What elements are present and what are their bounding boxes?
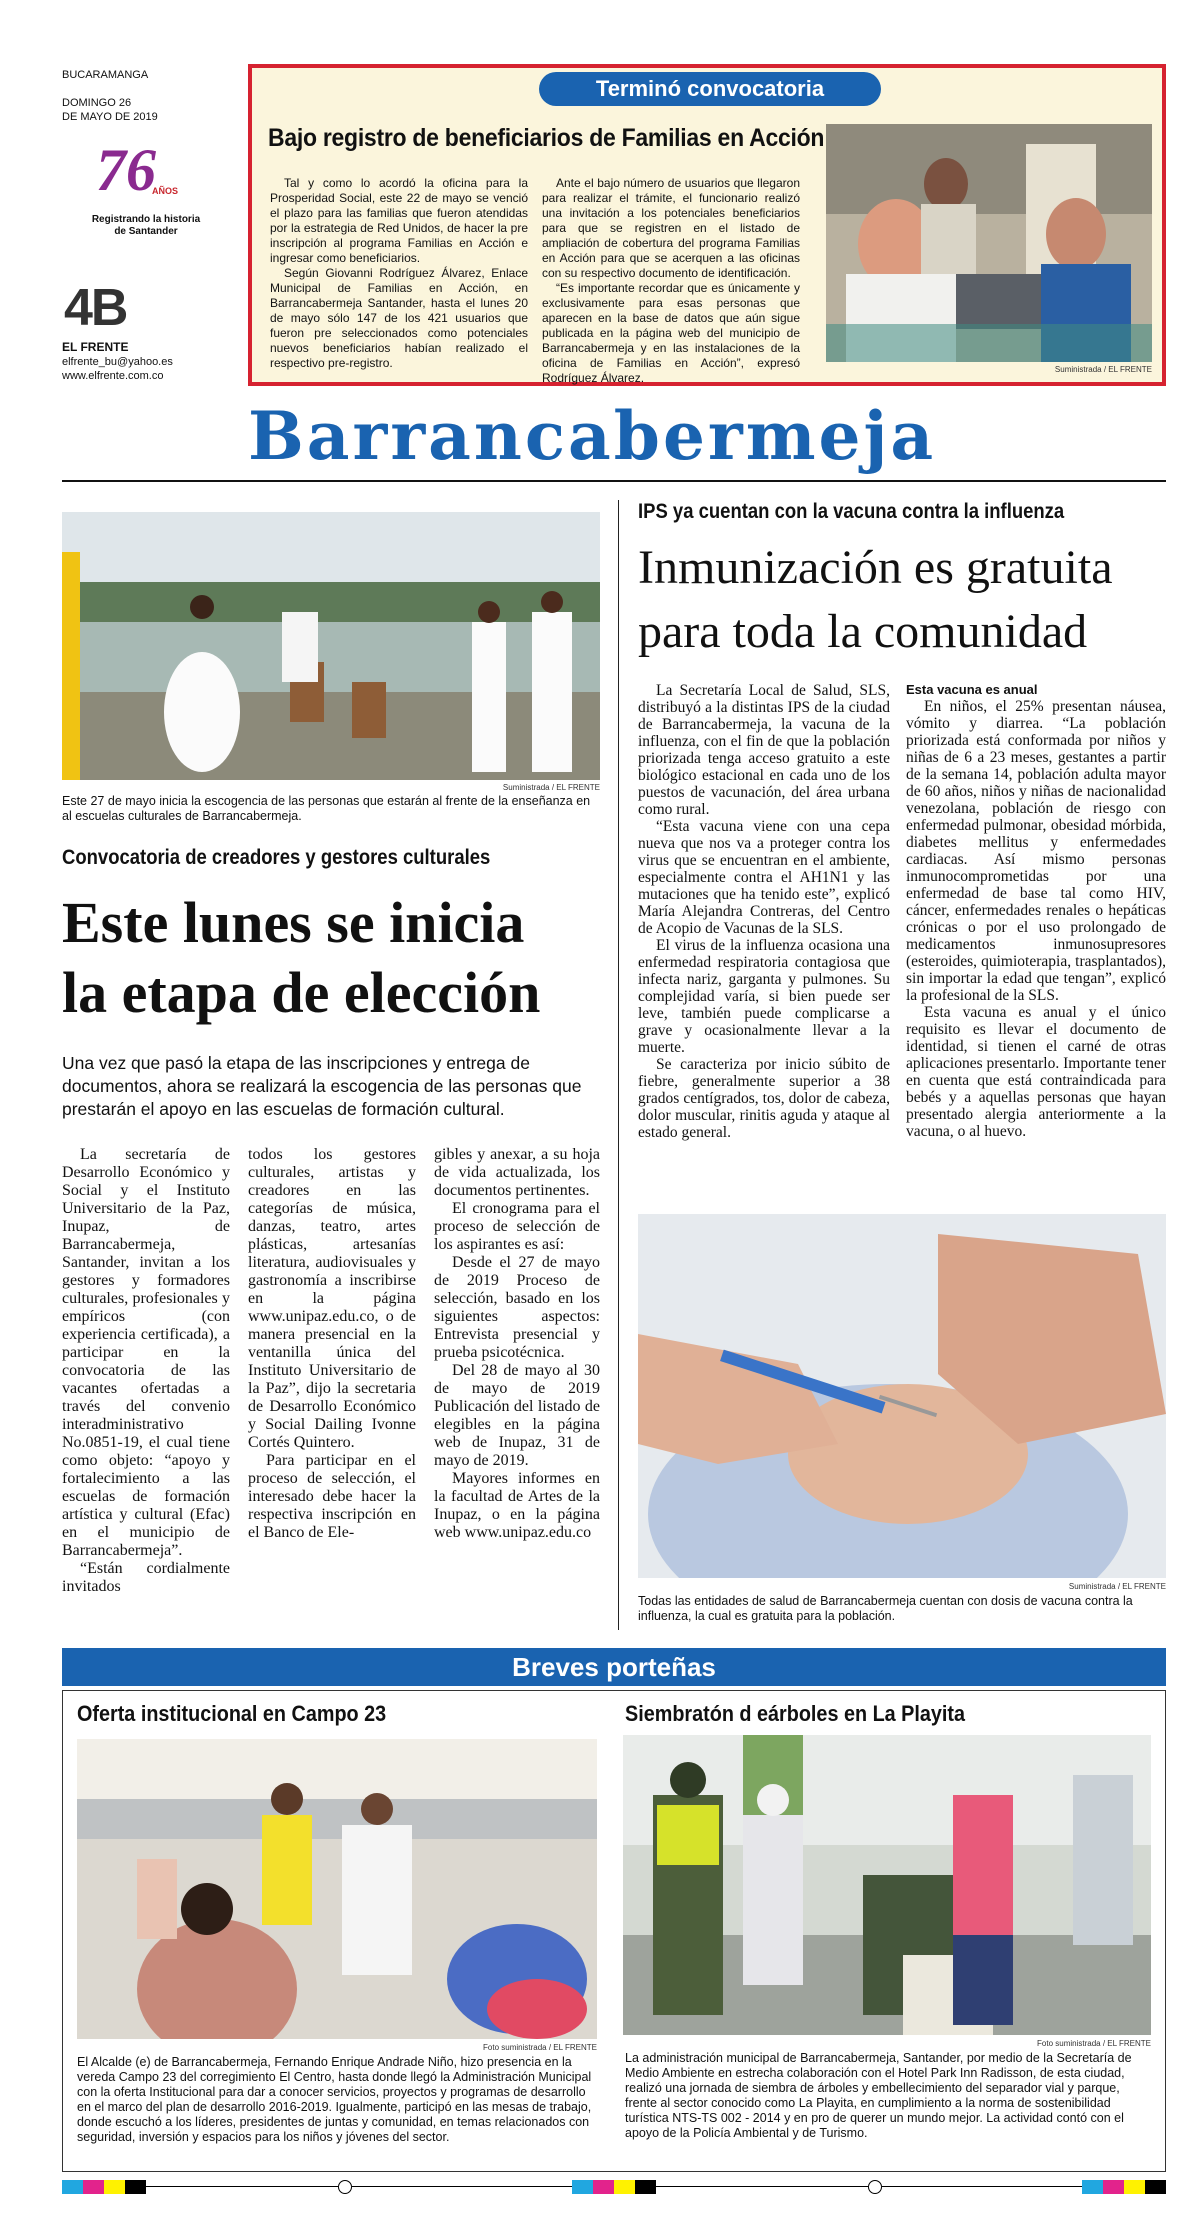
top-box-col-2-p2: “Es importante recordar que es únicamente y exclusivamente para esas personas que aparecen en la base de datos que aún sigue publicada en la página web del municipio de Barrancabermeja y en las instalaciones de la oficina de Familias en Acción”, expresó Rodríguez Álvarez. [542, 281, 800, 385]
registration-mark-icon [868, 2180, 882, 2194]
top-feature-box [248, 64, 1166, 386]
campo23-photo-art [77, 1739, 597, 2039]
breves-right-credit: Foto suministrada / EL FRENTE [1037, 2039, 1151, 2048]
reg-line-right [882, 2186, 1082, 2187]
campo23-photo [77, 1739, 597, 2039]
section-rule [62, 480, 1166, 482]
dancers-photo [62, 512, 600, 780]
left-story-deck: Una vez que pasó la etapa de las inscripciones y entrega de documentos, ahora se realizará la escogencia de las personas que prestarán el apoyo en las escuelas de formación cultural. [62, 1053, 582, 1119]
left-story-headline-2: la etapa de elección [62, 960, 541, 1025]
date-line-1: DOMINGO 26 [62, 97, 132, 109]
date-line-2: DE MAYO DE 2019 [62, 111, 158, 123]
top-box-col-2-p1: Ante el bajo número de usuarios que llegaron para realizar el trámite, el funcionario realizó una invitación a los potenciales beneficiarios para que se registren en el listado de ampliación de cobertura del programa Familias en Acción para que se acerquen a las oficinas con su respectivo documento de identificación. [542, 176, 800, 280]
left-story-col-1 [62, 1146, 230, 1596]
right-story-headline-2: para toda la comunidad [638, 605, 1088, 658]
registration-photo [826, 124, 1152, 362]
top-box-headline: Bajo registro de beneficiarios de Familias en Acción [268, 124, 825, 152]
paper-name: EL FRENTE [62, 340, 129, 354]
color-bar-right [1082, 2180, 1166, 2194]
vaccine-photo-art [638, 1214, 1166, 1578]
reg-line-left [146, 2186, 338, 2187]
right-story-col-1 [638, 682, 890, 1141]
dancers-photo-credit: Suministrada / EL FRENTE [502, 783, 600, 792]
right-story-kicker: IPS ya cuentan con la vacuna contra la influenza [638, 500, 1065, 523]
breves-banner: Breves porteñas [62, 1648, 1166, 1686]
left-story-col-2 [248, 1146, 416, 1542]
dancers-photo-art [62, 512, 600, 780]
breves-left-caption: El Alcalde (e) de Barrancabermeja, Fernando Enrique Andrade Niño, hizo presencia en la vereda Campo 23 del corregimiento El Centro, hasta donde llegó la Administración Municipal con la oferta Institucional para dar a conocer servicios, proyectos y programas de desarrollo en el marco del plan de desarrollo 2016-2019. Igualmente, participó en las mesas de trabajo, donde escuchó a los líderes, presidentes de juntas y comunidad, en temas relacionados con seguridad, inversión y espacios para los niños y jóvenes del sector. [77, 2055, 592, 2144]
left-story-col-1-p2: “Están cordialmente invitados [62, 1560, 230, 1595]
left-story-col-2-p1: todos los gestores culturales, artistas y creadores en las categorías de música, danzas, teatro, artes plásticas, artesanías literatura, audiovisuales y gastronomía a inscribirse en la página www.unipaz.edu.co, o de manera presencial en la ventanilla única del Instituto Universitario de la Paz”, dijo la secretaria de Desarrollo Económico y Social Dailing Ivonne Cortés Quintero. [248, 1146, 416, 1451]
breves-right-title: Siembratón d eárboles en La Playita [625, 1701, 966, 1726]
top-box-photo-credit: Suministrada / EL FRENTE [1054, 365, 1152, 374]
left-story-col-3-p1: gibles y anexar, a su hoja de vida actualizada, los documentos pertinentes. [434, 1146, 600, 1199]
vaccine-photo-caption: Todas las entidades de salud de Barrancabermeja cuentan con dosis de vacuna contra la influenza, la cual es gratuita para la población. [638, 1594, 1133, 1623]
top-box-col-1-p1: Tal y como lo acordó la oficina para la Prosperidad Social, este 22 de mayo se venció el plazo para las familias que fueron atendidas por la estrategia de Red Unidos, de hacer la pre inscripción al programa Familias en Acción e ingresar como beneficiarios. [270, 176, 528, 265]
section-title: Barrancabermeja [248, 398, 937, 474]
right-story-col-2-p1: En niños, el 25% presentan náusea, vómito y diarrea. “La población priorizada está conformada por niños y niñas de 6 a 23 meses, gestantes a partir de la semana 14, población adulta mayor de 60 años, niños y niñas de nacionalidad venezolana, población de riesgo con enfermedad pulmonar, obesidad mórbida, diabetes mellitus y enfermedades cardiacas. Así mismo personas inmunocomprometidas por una enfermedad de base tal como HIV, cáncer, enfermedades renales o hepáticas crónicas o por el uso prolongado de medicamentos inmunosupresores (esteroides, quimioterapia, trasplantados), sin importar la edad que tengan”, explicó la profesional de la SLS. [906, 698, 1166, 1004]
right-story-col-1-p4: Se caracteriza por inicio súbito de fiebre, generalmente superior a 38 grados centígrados, tos, dolor de cabeza, dolor muscular, rinitis aguda y ataque al estado general. [638, 1056, 890, 1141]
left-story-col-3-p5: Mayores informes en la facultad de Artes de la Inupaz, o en la página web www.unipaz.edu.co [434, 1470, 600, 1541]
breves-left-title: Oferta institucional en Campo 23 [77, 1701, 387, 1726]
anniversary-logo [92, 138, 202, 258]
left-story-kicker: Convocatoria de creadores y gestores culturales [62, 846, 491, 869]
breves-box [62, 1690, 1166, 2172]
city-label: BUCARAMANGA [62, 69, 149, 81]
top-box-col-1-p2: Según Giovanni Rodríguez Álvarez, Enlace Municipal de Familias en Acción, en Barrancabermeja Santander, hasta el lunes 20 de mayo sólo 147 de los 421 usuarios que fueron pre seleccionados como potenciales nuevos beneficiarios habían realizado el respectivo pre-registro. [270, 266, 528, 370]
anniversary-word: AÑOS [152, 186, 179, 196]
top-box-pill: Terminó convocatoria [539, 72, 881, 106]
right-story-col-2-p2: Esta vacuna es anual y el único requisito es llevar el documento de identidad, si tienen el carné de otras aplicaciones presentarlo. Importante tener en cuenta que está contraindicada para bebés y a aquellas personas que hayan presentado alergia anteriormente a la vacuna, o al huevo. [906, 1004, 1166, 1140]
breves-right-caption: La administración municipal de Barrancabermeja, Santander, por medio de la Secretaría de Medio Ambiente en estrecha colaboración con el Hotel Park Inn Radisson, de esta ciudad, realizó una jornada de siembra de árboles y embellecimiento del separador vial y parque, frente al sector conocido como La Playita, en cumplimiento a la norma de sostenibilidad turística NTS-TS 002 - 2014 y en pro de querer un mundo mejor. La actividad contó con el apoyo de la Policía Ambiental y de Turismo. [625, 2051, 1132, 2140]
color-bar-center [572, 2180, 656, 2194]
left-story-col-3 [434, 1146, 600, 1542]
top-box-col-1 [270, 176, 528, 371]
right-story-headline-1: Inmunización es gratuita [638, 541, 1113, 594]
registration-mark-icon [338, 2180, 352, 2194]
playita-photo-art [623, 1735, 1151, 2035]
anniversary-number: 76 [96, 137, 156, 203]
website-link[interactable]: www.elfrente.com.co [62, 370, 164, 382]
dancers-photo-caption: Este 27 de mayo inicia la escogencia de las personas que estarán al frente de la enseñanza en al escuelas culturales de Barrancabermeja. [62, 794, 591, 823]
right-story-col-2 [906, 682, 1166, 1140]
right-story-col-1-p1: La Secretaría Local de Salud, SLS, distribuyó a la distintas IPS de la ciudad de Barrancabermeja, la vacuna de la influenza, con el fin de que la población priorizada tenga acceso gratuito a este biológico estacional en cada uno de los puestos de vacunación, del área urbana como rural. [638, 682, 890, 818]
left-story-col-3-p4: Del 28 de mayo al 30 de mayo de 2019 Publicación del listado de elegibles en la página web de Inupaz, 31 de mayo de 2019. [434, 1362, 600, 1469]
left-story-col-1-p1: La secretaría de Desarrollo Económico y Social y el Instituto Universitario de la Paz, Inupaz, de Barrancabermeja, Santander, invitan a los gestores y formadores culturales, profesionales y empíricos (con experiencia certificada), a participar en la convocatoria de las vacantes ofertadas a través del convenio interadministrativo No.0851-19, el cual tiene como objeto: “apoyo y fortalecimiento a las escuelas de formación artística y cultural (Efac) en el municipio de Barrancabermeja”. [62, 1146, 230, 1559]
right-story-col-1-p2: “Esta vacuna viene con una cepa nueva que nos va a proteger contra los virus que se encuentran en el ambiente, especialmente contra el AH1N1 y las mutaciones que ha tenido este”, explicó María Alejandra Contreras, del Centro de Acopio de Vacunas de la SLS. [638, 818, 890, 937]
right-story-col-2-head: Esta vacuna es anual [906, 682, 1038, 697]
left-story-headline-1: Este lunes se inicia [62, 890, 525, 955]
left-story-col-2-p2: Para participar en el proceso de selección, el interesado debe hacer la respectiva inscripción en el Banco de Ele- [248, 1452, 416, 1541]
left-story-col-3-p2: El cronograma para el proceso de selección de los aspirantes es así: [434, 1200, 600, 1253]
right-story-col-1-p3: El virus de la influenza ocasiona una enfermedad respiratoria contagiosa que infecta nariz, garganta y pulmones. Su complejidad varía, si bien puede ser leve, también puede complicarse a grave y ocasionalmente llevar a la muerte. [638, 937, 890, 1056]
left-story-col-3-p3: Desde el 27 de mayo de 2019 Proceso de selección, basado en los siguientes aspectos: Entrevista presencial y prueba psicotécnica. [434, 1254, 600, 1361]
playita-photo [623, 1735, 1151, 2035]
page-number: 4B [64, 279, 127, 337]
vaccine-photo-credit: Suministrada / EL FRENTE [1068, 1582, 1166, 1591]
reg-line-mid-2 [656, 2186, 868, 2187]
vaccine-photo [638, 1214, 1166, 1578]
registration-photo-art [826, 124, 1152, 362]
reg-line-mid-1 [352, 2186, 572, 2187]
anniversary-tagline-2: de Santander [114, 226, 178, 237]
color-bar-left [62, 2180, 146, 2194]
email-link[interactable]: elfrente_bu@yahoo.es [62, 356, 173, 368]
top-box-col-2 [542, 176, 800, 386]
breves-left-credit: Foto suministrada / EL FRENTE [483, 2043, 597, 2052]
column-divider [618, 500, 619, 1630]
anniversary-tagline-1: Registrando la historia [91, 214, 201, 225]
